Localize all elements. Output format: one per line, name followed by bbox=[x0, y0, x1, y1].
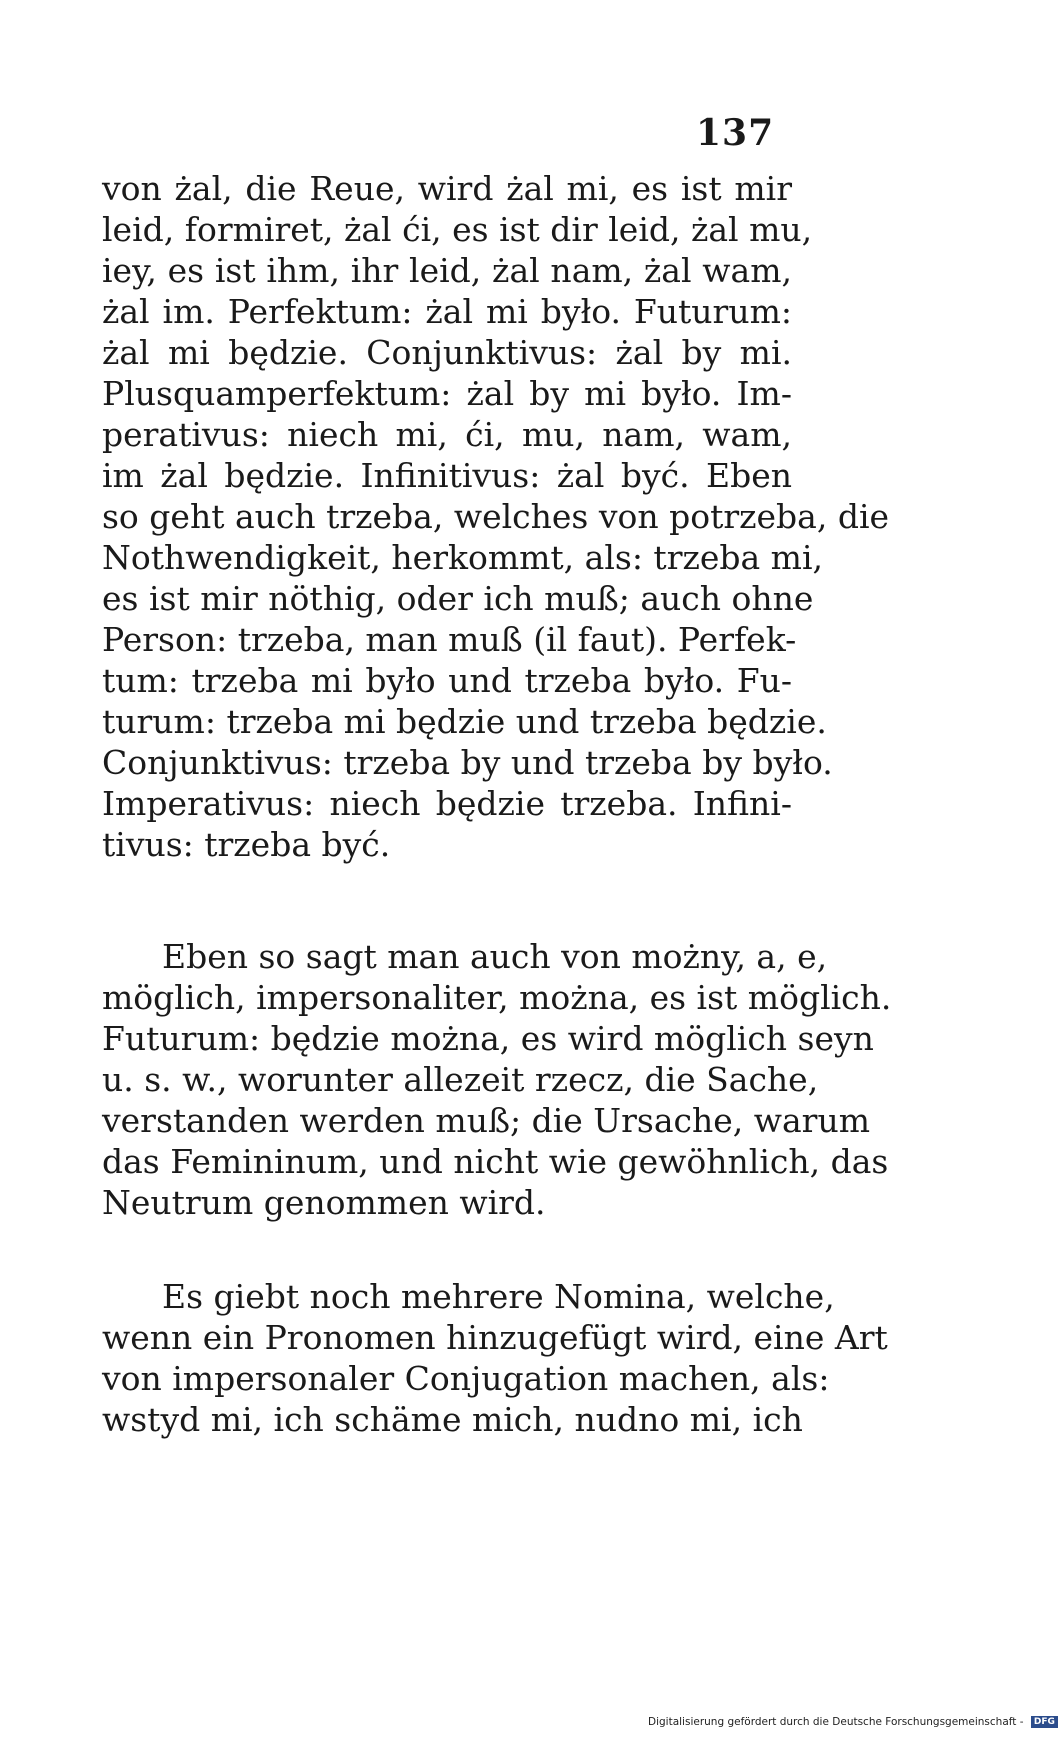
text-line: Person: trzeba, man muß (il faut). Perfek- bbox=[102, 620, 797, 659]
text-line: Es giebt noch mehrere Nomina, welche, bbox=[162, 1277, 835, 1316]
text-line: perativus: niech mi, ći, mu, nam, wam, bbox=[102, 415, 792, 454]
text-line: u. s. w., worunter allezeit rzecz, die Sache, bbox=[102, 1060, 819, 1099]
text-line: tivus: trzeba być. bbox=[102, 825, 391, 864]
text-line: Conjunktivus: trzeba by und trzeba by było. bbox=[102, 743, 833, 782]
text-line: Neutrum genommen wird. bbox=[102, 1183, 546, 1222]
digitization-credit bbox=[648, 1716, 1058, 1728]
text-line: wstyd mi, ich schäme mich, nudno mi, ich bbox=[102, 1400, 803, 1439]
text-line: im żal będzie. Infinitivus: żal być. Eben bbox=[102, 456, 792, 495]
text-line: von żal, die Reue, wird żal mi, es ist mir bbox=[102, 169, 792, 208]
credit-text: Digitalisierung gefördert durch die Deutsche Forschungsgemeinschaft - bbox=[648, 1716, 1024, 1728]
text-line: Futurum: będzie można, es wird möglich seyn bbox=[102, 1019, 874, 1058]
text-line: von impersonaler Conjugation machen, als: bbox=[102, 1359, 830, 1398]
dfg-logo: DFG bbox=[1031, 1716, 1058, 1728]
text-line: leid, formiret, żal ći, es ist dir leid, żal mu, bbox=[102, 210, 813, 249]
text-line: wenn ein Pronomen hinzugefügt wird, eine Art bbox=[102, 1318, 888, 1357]
text-line: das Femininum, und nicht wie gewöhnlich, das bbox=[102, 1142, 889, 1181]
text-line: żal mi będzie. Conjunktivus: żal by mi. bbox=[102, 333, 792, 372]
text-line: Imperativus: niech będzie trzeba. Infini- bbox=[102, 784, 792, 823]
page-number: 137 bbox=[696, 112, 775, 154]
text-line: Plusquamperfektum: żal by mi było. Im- bbox=[102, 374, 792, 413]
text-line: verstanden werden muß; die Ursache, warum bbox=[102, 1101, 870, 1140]
text-line: tum: trzeba mi było und trzeba było. Fu- bbox=[102, 661, 792, 700]
text-line: Nothwendigkeit, herkommt, als: trzeba mi, bbox=[102, 538, 824, 577]
text-line: iey, es ist ihm, ihr leid, żal nam, żal wam, bbox=[102, 251, 792, 290]
text-line: so geht auch trzeba, welches von potrzeba, die bbox=[102, 497, 890, 536]
text-line: es ist mir nöthig, oder ich muß; auch ohne bbox=[102, 579, 814, 618]
paragraph-2 bbox=[102, 936, 892, 1223]
text-line: möglich, impersonaliter, można, es ist möglich. bbox=[102, 978, 892, 1017]
paragraph-3 bbox=[102, 1276, 888, 1440]
text-line: żal im. Perfektum: żal mi było. Futurum: bbox=[102, 292, 792, 331]
paragraph-1 bbox=[102, 168, 890, 865]
text-line: Eben so sagt man auch von możny, a, e, bbox=[162, 937, 828, 976]
text-line: turum: trzeba mi będzie und trzeba będzie. bbox=[102, 702, 827, 741]
